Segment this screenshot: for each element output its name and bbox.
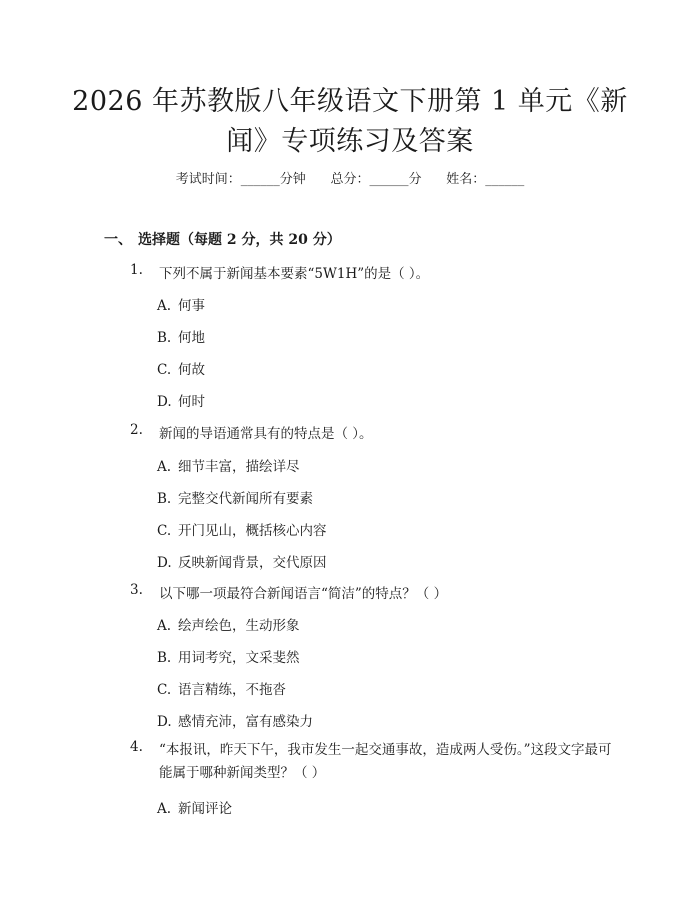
question-1-option-b [157, 326, 205, 346]
exam-meta-line: 考试时间：______分钟 总分：______分 姓名：______ [175, 172, 525, 187]
question-3-option-a [157, 614, 300, 634]
question-text: 以下哪一项最符合新闻语言“简洁”的特点？（ ） [159, 586, 448, 602]
option-letter: C. [157, 362, 172, 378]
option-letter: B. [157, 330, 172, 346]
question-3-option-d [157, 710, 313, 730]
section-number: 一、 [104, 232, 132, 248]
option-letter: A. [157, 298, 172, 314]
option-letter: A. [157, 459, 172, 475]
option-text: 完整交代新闻所有要素 [178, 491, 313, 507]
question-2-option-a [157, 455, 300, 475]
question-number: 3. [130, 582, 143, 598]
question-text: 下列不属于新闻基本要素“5W1H”的是（ ）。 [159, 266, 430, 282]
option-text: 感情充沛，富有感染力 [178, 714, 313, 730]
title-line-2: 闻》专项练习及答案 [226, 126, 474, 157]
question-1-option-c [157, 358, 205, 378]
option-text: 绘声绘色，生动形象 [178, 618, 300, 634]
question-text: “本报讯，昨天下午，我市发生一起交通事故，造成两人受伤。”这段文字最可能属于哪种新闻类型？（ ） [159, 742, 612, 781]
question-4-option-a [157, 797, 232, 817]
option-text: 何时 [178, 394, 205, 410]
section-heading [104, 229, 341, 249]
section-title: 选择题（每题 2 分，共 20 分） [138, 232, 341, 248]
option-letter: D. [157, 714, 172, 730]
option-letter: A. [157, 618, 172, 634]
option-letter: C. [157, 682, 172, 698]
option-text: 语言精练，不拖沓 [178, 682, 286, 698]
question-1-option-d [157, 390, 205, 410]
question-3-option-c [157, 678, 286, 698]
option-text: 细节丰富，描绘详尽 [178, 459, 300, 475]
title-line-1: 2026 年苏教版八年级语文下册第 1 单元《新 [72, 86, 628, 117]
question-4 [130, 739, 624, 785]
question-2-option-c [157, 519, 327, 539]
question-1-option-a [157, 294, 205, 314]
question-2-option-d [157, 551, 327, 571]
option-text: 何故 [178, 362, 205, 378]
option-letter: C. [157, 523, 172, 539]
option-letter: A. [157, 801, 172, 817]
option-text: 新闻评论 [178, 801, 232, 817]
option-text: 何地 [178, 330, 205, 346]
question-2-option-b [157, 487, 313, 507]
option-letter: D. [157, 555, 172, 571]
option-text: 用词考究，文采斐然 [178, 650, 300, 666]
option-text: 开门见山，概括核心内容 [178, 523, 327, 539]
page-title [60, 82, 640, 162]
option-text: 反映新闻背景，交代原因 [178, 555, 327, 571]
option-letter: D. [157, 394, 172, 410]
option-letter: B. [157, 491, 172, 507]
question-text: 新闻的导语通常具有的特点是（ ）。 [159, 426, 373, 442]
question-number: 2. [130, 422, 143, 438]
option-text: 何事 [178, 298, 205, 314]
question-number: 1. [130, 262, 143, 278]
question-number: 4. [130, 739, 143, 755]
question-3-option-b [157, 646, 300, 666]
option-letter: B. [157, 650, 172, 666]
